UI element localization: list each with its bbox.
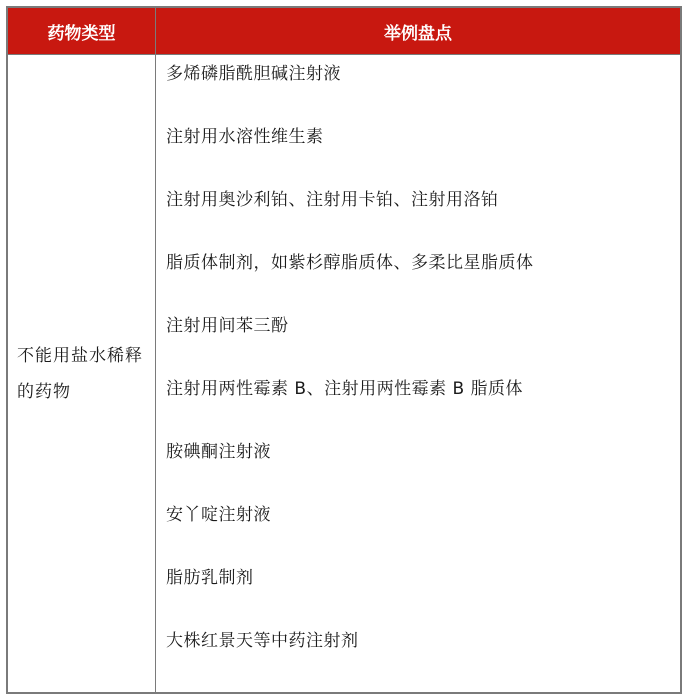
list-item: 脂质体制剂，如紫杉醇脂质体、多柔比星脂质体 [166, 253, 534, 273]
list-item: 注射用水溶性维生素 [166, 127, 324, 147]
list-item: 注射用两性霉素 B、注射用两性霉素 B 脂质体 [166, 379, 524, 399]
list-item: 注射用间苯三酚 [166, 316, 289, 336]
list-item: 安丫啶注射液 [166, 505, 271, 525]
drug-table [7, 7, 681, 693]
list-item: 注射用奥沙利铂、注射用卡铂、注射用洛铂 [166, 190, 499, 210]
drug-table-container [6, 6, 682, 694]
list-item: 多烯磷脂酰胆碱注射液 [166, 64, 341, 84]
header-row [8, 8, 681, 55]
header-drug-type: 药物类型 [8, 8, 156, 55]
list-item: 大株红景天等中药注射剂 [166, 631, 359, 651]
example-list [166, 59, 680, 689]
table-row [8, 55, 681, 693]
list-item: 脂肪乳制剂 [166, 568, 254, 588]
header-examples: 举例盘点 [156, 8, 681, 55]
drug-type-cell: 不能用盐水稀释的药物 [8, 55, 156, 693]
list-item: 胺碘酮注射液 [166, 442, 271, 462]
examples-cell [156, 55, 681, 693]
